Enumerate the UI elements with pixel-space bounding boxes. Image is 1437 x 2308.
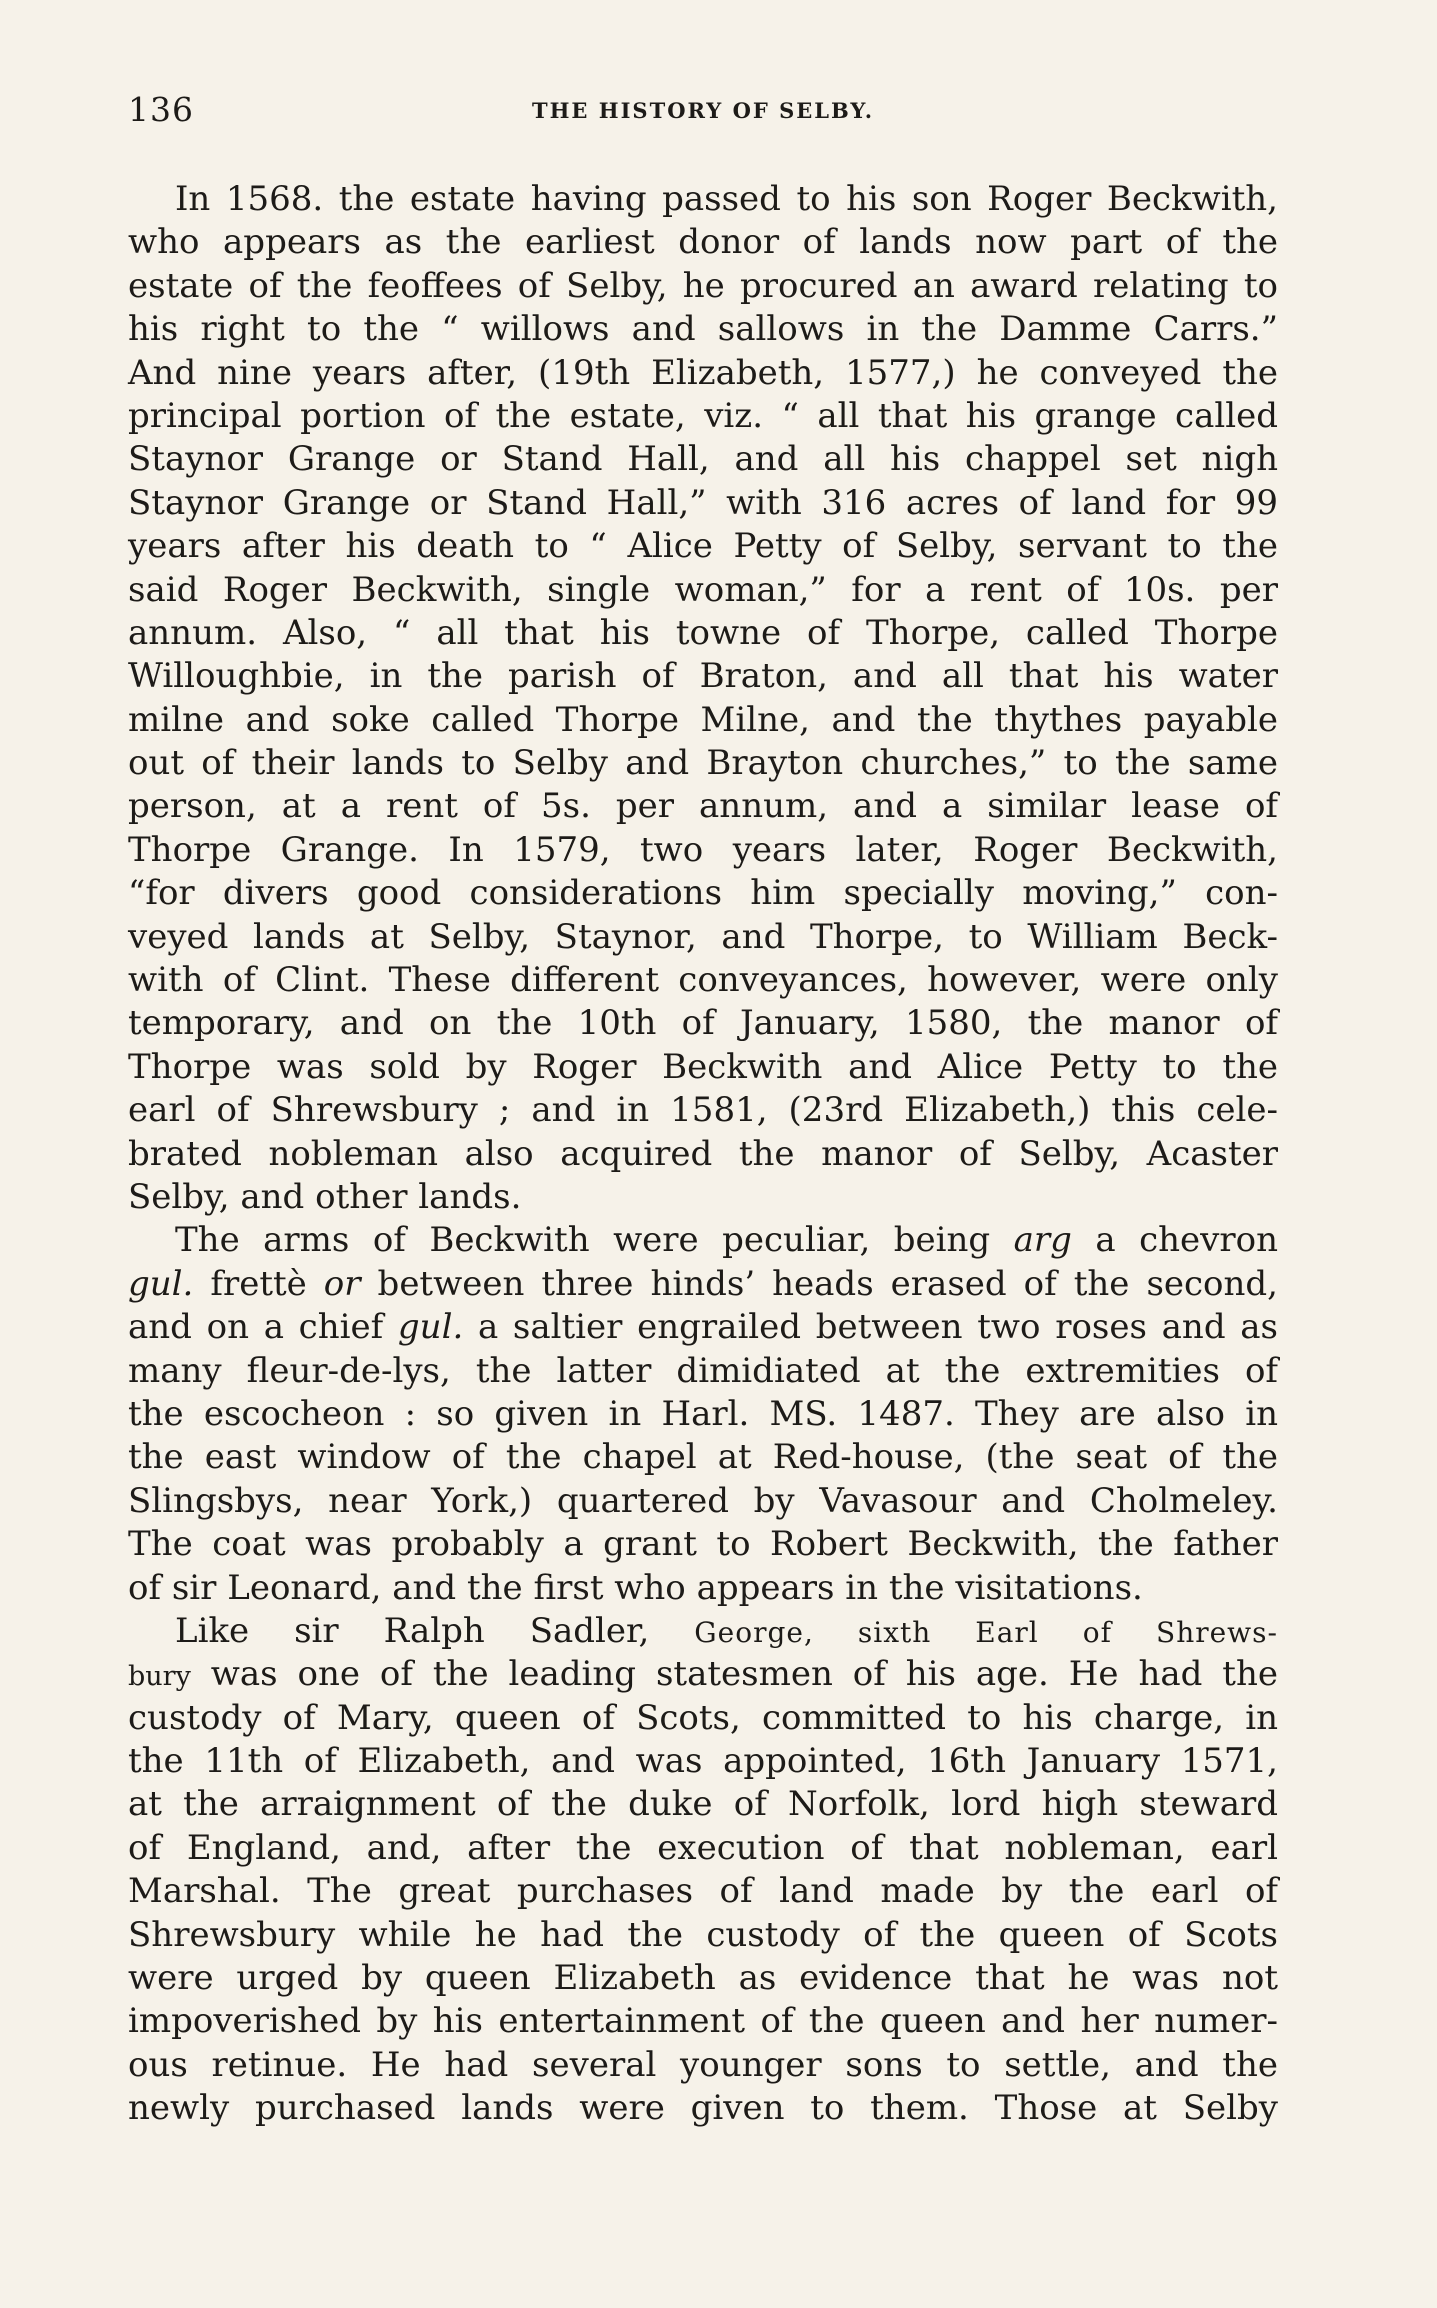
text-segment: a chevron: [1071, 1220, 1278, 1261]
text-segment: The arms of Beckwith were peculiar, being: [175, 1220, 1014, 1261]
text-line: principal portion of the estate, viz. “ all that his grange called: [128, 395, 1278, 436]
text-segment: was one of the leading statesmen of his age. He had the: [190, 1654, 1278, 1695]
text-line: Staynor Grange or Stand Hall, and all his chappel set nigh: [128, 439, 1278, 480]
text-line: And nine years after, (19th Elizabeth, 1577,) he conveyed the: [128, 352, 1278, 393]
text-line: custody of Mary, queen of Scots, committed to his charge, in: [128, 1697, 1278, 1738]
text-line: [128, 1306, 1278, 1349]
text-line: who appears as the earliest donor of lands now part of the: [128, 222, 1278, 263]
text-line: with of Clint. These different conveyances, however, were only: [128, 960, 1278, 1001]
text-line: at the arraignment of the duke of Norfolk, lord high steward: [128, 1784, 1278, 1825]
text-line: veyed lands at Selby, Staynor, and Thorpe, to William Beck-: [128, 916, 1278, 957]
text-line: Shrewsbury while he had the custody of the queen of Scots: [128, 1914, 1278, 1955]
heraldic-term: gul.: [397, 1307, 464, 1348]
text-line: earl of Shrewsbury ; and in 1581, (23rd Elizabeth,) this cele-: [128, 1090, 1278, 1131]
text-line: [128, 1653, 1278, 1696]
text-line: person, at a rent of 5s. per annum, and a similar lease of: [128, 786, 1278, 827]
text-segment: Like sir Ralph Sadler,: [175, 1610, 695, 1651]
text-line: Slingsbys, near York,) quartered by Vavasour and Cholmeley.: [128, 1480, 1278, 1521]
text-line: milne and soke called Thorpe Milne, and the thythes payable: [128, 699, 1278, 740]
text-line: Staynor Grange or Stand Hall,” with 316 acres of land for 99: [128, 482, 1278, 523]
text-line: his right to the “ willows and sallows in the Damme Carrs.”: [128, 309, 1278, 350]
text-line: years after his death to “ Alice Petty of Selby, servant to the: [128, 526, 1278, 567]
text-line: out of their lands to Selby and Brayton churches,” to the same: [128, 743, 1278, 784]
text-line: Thorpe was sold by Roger Beckwith and Alice Petty to the: [128, 1046, 1278, 1087]
text-line: “for divers good considerations him specially moving,” con-: [128, 873, 1278, 914]
text-segment: and on a chief: [128, 1307, 398, 1348]
text-line: Thorpe Grange. In 1579, two years later, Roger Beckwith,: [128, 829, 1278, 870]
text-line: [128, 1610, 1278, 1653]
text-line: Marshal. The great purchases of land made by the earl of: [128, 1871, 1278, 1912]
text-line: In 1568. the estate having passed to his son Roger Beckwith,: [175, 179, 1278, 219]
text-line: temporary, and on the 10th of January, 1580, the manor of: [128, 1003, 1278, 1044]
text-line: [128, 1219, 1278, 1262]
text-line: ous retinue. He had several younger sons to settle, and the: [128, 2044, 1278, 2085]
text-line: said Roger Beckwith, single woman,” for a rent of 10s. per: [128, 569, 1278, 610]
text-line: of England, and, after the execution of that nobleman, earl: [128, 1827, 1278, 1868]
text-line: were urged by queen Elizabeth as evidence that he was not: [128, 1958, 1278, 1999]
body-text: [128, 178, 1278, 2131]
heraldic-term: gul.: [128, 1263, 194, 1304]
text-line: Willoughbie, in the parish of Braton, and all that his water: [128, 656, 1278, 697]
text-line: The coat was probably a grant to Robert Beckwith, the father: [128, 1524, 1278, 1565]
text-line: estate of the feoffees of Selby, he procured an award relating to: [128, 265, 1278, 306]
running-title: THE HISTORY OF SELBY.: [531, 98, 875, 123]
heraldic-term: or: [323, 1263, 361, 1304]
text-line: the east window of the chapel at Red-house, (the seat of the: [128, 1437, 1278, 1478]
text-line: Selby, and other lands.: [128, 1176, 522, 1217]
page-number: 136: [128, 90, 194, 129]
text-line: impoverished by his entertainment of the queen and her numer-: [128, 2001, 1278, 2042]
small-caps-name: bury: [128, 1661, 191, 1693]
small-caps-name: George, sixth Earl of Shrews-: [694, 1615, 1278, 1649]
heraldic-term: arg: [1013, 1220, 1072, 1261]
text-line: many fleur-de-lys, the latter dimidiated at the extremities of: [128, 1350, 1278, 1391]
text-segment: a saltier engrailed between two roses and as: [463, 1307, 1278, 1348]
text-line: the escocheon : so given in Harl. MS. 1487. They are also in: [128, 1393, 1278, 1434]
text-line: annum. Also, “ all that his towne of Thorpe, called Thorpe: [128, 612, 1278, 653]
text-line: the 11th of Elizabeth, and was appointed, 16th January 1571,: [128, 1741, 1278, 1782]
text-segment: between three hinds’ heads erased of the second,: [360, 1263, 1278, 1304]
text-line: of sir Leonard, and the first who appears in the visitations.: [128, 1567, 1143, 1608]
text-line: brated nobleman also acquired the manor of Selby, Acaster: [128, 1133, 1278, 1174]
page-header: [128, 90, 1278, 140]
text-line: newly purchased lands were given to them. Those at Selby: [128, 2088, 1278, 2129]
text-segment: frettè: [193, 1263, 324, 1304]
text-line: [128, 1263, 1278, 1306]
